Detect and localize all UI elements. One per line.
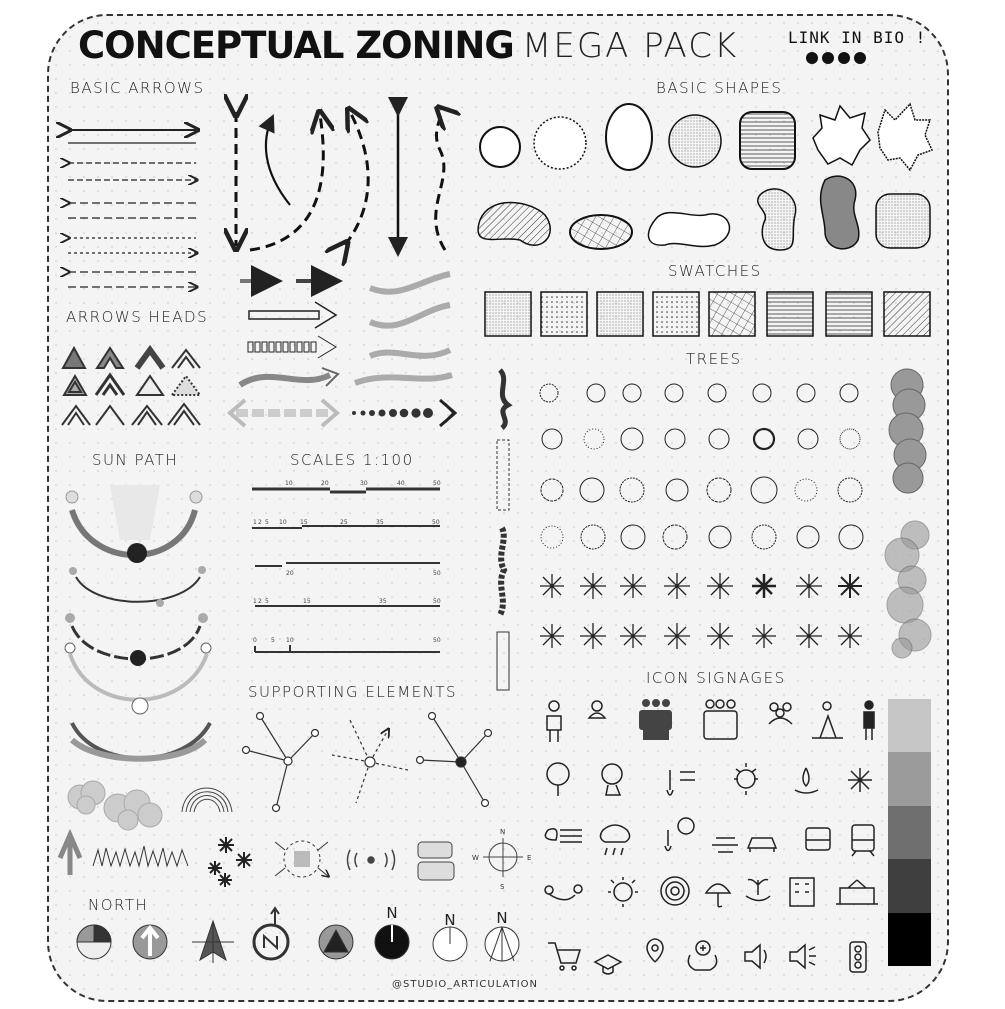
svg-text:15: 15 xyxy=(303,598,311,605)
supporting-elements xyxy=(243,713,492,812)
svg-text:50: 50 xyxy=(433,598,441,605)
sun-path-label: SUN PATH xyxy=(92,451,179,469)
arrows-heads-label: ARROWS HEADS xyxy=(66,308,209,326)
svg-text:50: 50 xyxy=(433,637,441,644)
arrow-heads xyxy=(62,348,200,425)
scales xyxy=(252,489,440,652)
icon-signages-label: ICON SIGNAGES xyxy=(646,669,786,687)
scales-label: SCALES 1:100 xyxy=(290,451,414,469)
basic-shapes xyxy=(478,104,932,250)
flower-burst xyxy=(208,837,252,887)
svg-text:N: N xyxy=(386,904,398,922)
svg-text:10: 10 xyxy=(286,637,294,644)
basic-arrows-label: BASIC ARROWS xyxy=(70,79,205,97)
vertical-arrows xyxy=(236,110,445,252)
svg-text:1: 1 xyxy=(253,519,257,526)
svg-text:50: 50 xyxy=(433,570,441,577)
sun-path xyxy=(65,485,211,759)
clouds xyxy=(68,781,162,830)
svg-text:20: 20 xyxy=(321,480,329,487)
gray-swatch xyxy=(888,752,931,805)
trees-label: TREES xyxy=(686,350,742,368)
fancy-arrows xyxy=(230,274,455,426)
link-in-bio[interactable]: LINK IN BIO ! xyxy=(788,28,927,47)
wifi-waves xyxy=(348,850,395,870)
svg-text:5: 5 xyxy=(265,519,269,526)
gray-swatch xyxy=(888,699,931,752)
svg-text:50: 50 xyxy=(433,480,441,487)
svg-text:5: 5 xyxy=(271,637,275,644)
gray-swatch xyxy=(888,913,931,966)
svg-text:N: N xyxy=(500,828,506,836)
svg-text:35: 35 xyxy=(379,598,387,605)
basic-shapes-label: BASIC SHAPES xyxy=(656,79,783,97)
grass xyxy=(93,846,188,866)
icon-signages xyxy=(545,699,878,974)
svg-text:0: 0 xyxy=(253,637,257,644)
gray-ramp xyxy=(888,699,931,966)
north-label: NORTH xyxy=(88,896,149,914)
svg-text:30: 30 xyxy=(360,480,368,487)
swatches xyxy=(485,292,930,336)
gray-swatch xyxy=(888,859,931,912)
supporting-elements-label: SUPPORTING ELEMENTS xyxy=(248,683,458,701)
tree-strips xyxy=(497,370,509,690)
svg-text:10: 10 xyxy=(285,480,293,487)
svg-text:10: 10 xyxy=(279,519,287,526)
svg-text:20: 20 xyxy=(286,570,294,577)
speech-bubbles xyxy=(418,842,454,880)
swatches-label: SWATCHES xyxy=(668,262,762,280)
svg-text:2: 2 xyxy=(258,519,262,526)
svg-text:2: 2 xyxy=(258,598,262,605)
svg-text:N: N xyxy=(496,909,508,927)
svg-text:5: 5 xyxy=(265,598,269,605)
svg-text:15: 15 xyxy=(300,519,308,526)
gray-swatch xyxy=(888,806,931,859)
compass xyxy=(483,838,523,877)
footer-credit: @STUDIO_ARTICULATION xyxy=(392,979,538,990)
svg-text:N: N xyxy=(444,911,456,929)
page-title: CONCEPTUAL ZONING xyxy=(78,24,514,67)
basic-arrows xyxy=(68,130,196,287)
svg-text:1: 1 xyxy=(253,598,257,605)
svg-text:E: E xyxy=(527,854,532,862)
svg-text:S: S xyxy=(500,883,505,891)
svg-text:40: 40 xyxy=(397,480,405,487)
svg-text:35: 35 xyxy=(376,519,384,526)
svg-text:W: W xyxy=(472,854,479,862)
page-subtitle: MEGA PACK xyxy=(522,26,739,66)
rainbow xyxy=(182,788,232,812)
north-arrow-gradient xyxy=(60,835,80,875)
svg-text:25: 25 xyxy=(340,519,348,526)
svg-text:50: 50 xyxy=(432,519,440,526)
trees-grid xyxy=(540,384,863,649)
tree-clusters xyxy=(885,369,931,658)
focus-node xyxy=(275,841,328,877)
